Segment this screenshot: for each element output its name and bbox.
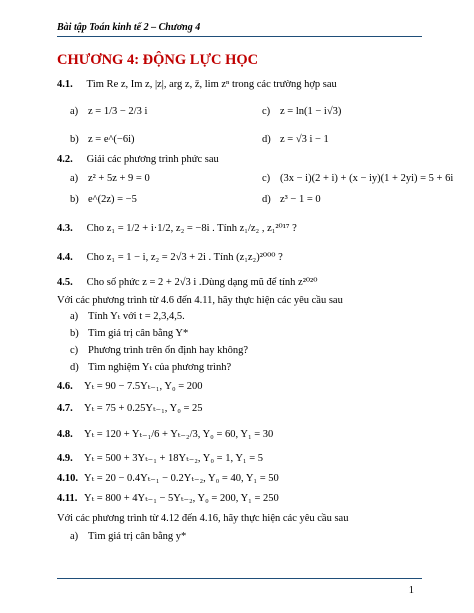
exercise-number: 4.9.	[57, 453, 73, 464]
exercise-number: 4.3.	[57, 223, 73, 234]
task-text: Phương trình trên ổn định hay không?	[88, 345, 248, 356]
equation-4-9	[57, 452, 263, 466]
exercise-4-2	[57, 153, 219, 167]
item-a: a) z² + 5z + 9 = 0	[70, 173, 150, 184]
exercise-4-5	[57, 276, 317, 290]
item-c: c) z = ln(1 − i√3)	[262, 106, 342, 117]
item-text: z³ − 1 = 0	[280, 194, 321, 205]
item-a: a) z = 1/3 − 2/3 i	[70, 106, 148, 117]
exercise-text: Giải các phương trình phức sau	[86, 154, 219, 165]
item-d: d) z³ − 1 = 0	[262, 194, 321, 205]
equation-4-11	[57, 492, 279, 506]
exercise-number: 4.7.	[57, 403, 73, 414]
exercise-number: 4.2.	[57, 154, 73, 165]
task-item	[70, 310, 185, 324]
task-label: d)	[70, 362, 79, 373]
item-b: b) z = e^(−6i)	[70, 134, 135, 145]
page-header: Bài tập Toán kinh tế 2 – Chương 4	[57, 22, 201, 33]
item-text: e^(2z) = −5	[88, 194, 137, 205]
equation-text: Yₜ = 90 − 7.5Yₜ₋₁, Y₀ = 200	[84, 381, 203, 392]
task-label: c)	[70, 345, 79, 356]
task-label: b)	[70, 328, 79, 339]
task-text: Tìm giá trị cân bằng y*	[88, 531, 187, 542]
task-item	[70, 361, 231, 375]
exercise-number: 4.6.	[57, 381, 73, 392]
item-d: d) z = √3 i − 1	[262, 134, 329, 145]
exercise-4-4	[57, 251, 283, 265]
exercise-number: 4.5.	[57, 277, 73, 288]
item-text: (3x − i)(2 + i) + (x − iy)(1 + 2yi) = 5 + 6i	[280, 173, 454, 184]
exercise-number: 4.10.	[57, 473, 78, 484]
exercise-number: 4.1.	[57, 79, 73, 90]
item-text: z = ln(1 − i√3)	[280, 106, 342, 117]
exercise-text: Cho z₁ = 1 − i, z₂ = 2√3 + 2i . Tính (z₁z₂)²⁰⁰⁰ ?	[86, 252, 283, 263]
task-label: a)	[70, 311, 79, 322]
task-item	[70, 344, 248, 358]
section-intro: Với các phương trình từ 4.12 đến 4.16, hãy thực hiện các yêu cầu sau	[57, 513, 349, 524]
task-item	[70, 327, 188, 341]
header-rule	[57, 36, 422, 37]
footer-rule	[57, 578, 422, 579]
exercise-number: 4.8.	[57, 429, 73, 440]
exercise-text: Cho z₁ = 1/2 + i·1/2, z₂ = −8i . Tính z₁/z₂ , z₁²⁰¹⁷ ?	[86, 223, 297, 234]
item-b: b) e^(2z) = −5	[70, 194, 137, 205]
section-intro: Với các phương trình từ 4.6 đến 4.11, hãy thực hiện các yêu cầu sau	[57, 295, 343, 306]
item-c: c) (3x − i)(2 + i) + (x − iy)(1 + 2yi) = 5 + 6i	[262, 173, 454, 184]
item-text: z = √3 i − 1	[280, 134, 329, 145]
task-item	[70, 530, 186, 544]
exercise-number: 4.4.	[57, 252, 73, 263]
equation-text: Yₜ = 20 − 0.4Yₜ₋₁ − 0.2Yₜ₋₂, Y₀ = 40, Y₁ = 50	[84, 473, 279, 484]
equation-4-8	[57, 428, 273, 442]
exercise-text: Cho số phức z = 2 + 2√3 i .Dùng dạng mũ để tính z²⁰²⁰	[86, 277, 318, 288]
exercise-4-3	[57, 222, 297, 236]
item-text: z = 1/3 − 2/3 i	[88, 106, 148, 117]
equation-text: Yₜ = 500 + 3Yₜ₋₁ + 18Yₜ₋₂, Y₀ = 1, Y₁ = 5	[84, 453, 263, 464]
task-text: Tìm giá trị cân bằng Y*	[88, 328, 189, 339]
equation-4-6	[57, 380, 203, 394]
task-text: Tính Yₜ với t = 2,3,4,5.	[88, 311, 185, 322]
equation-text: Yₜ = 75 + 0.25Yₜ₋₁, Y₀ = 25	[84, 403, 203, 414]
equation-4-7	[57, 402, 203, 416]
equation-text: Yₜ = 800 + 4Yₜ₋₁ − 5Yₜ₋₂, Y₀ = 200, Y₁ = 250	[84, 493, 279, 504]
task-label: a)	[70, 531, 79, 542]
exercise-text: Tìm Re z, Im z, |z|, arg z, z̄, lim zⁿ trong các trường hợp sau	[86, 79, 337, 90]
item-text: z = e^(−6i)	[88, 134, 135, 145]
exercise-4-1	[57, 78, 337, 92]
exercise-number: 4.11.	[57, 493, 78, 504]
page-number: 1	[408, 585, 414, 596]
equation-text: Yₜ = 120 + Yₜ₋₁/6 + Yₜ₋₂/3, Y₀ = 60, Y₁ = 30	[84, 429, 274, 440]
item-text: z² + 5z + 9 = 0	[88, 173, 150, 184]
equation-4-10	[57, 472, 279, 486]
chapter-title: CHƯƠNG 4: ĐỘNG LỰC HỌC	[57, 52, 259, 68]
task-text: Tìm nghiệm Yₜ của phương trình?	[88, 362, 232, 373]
